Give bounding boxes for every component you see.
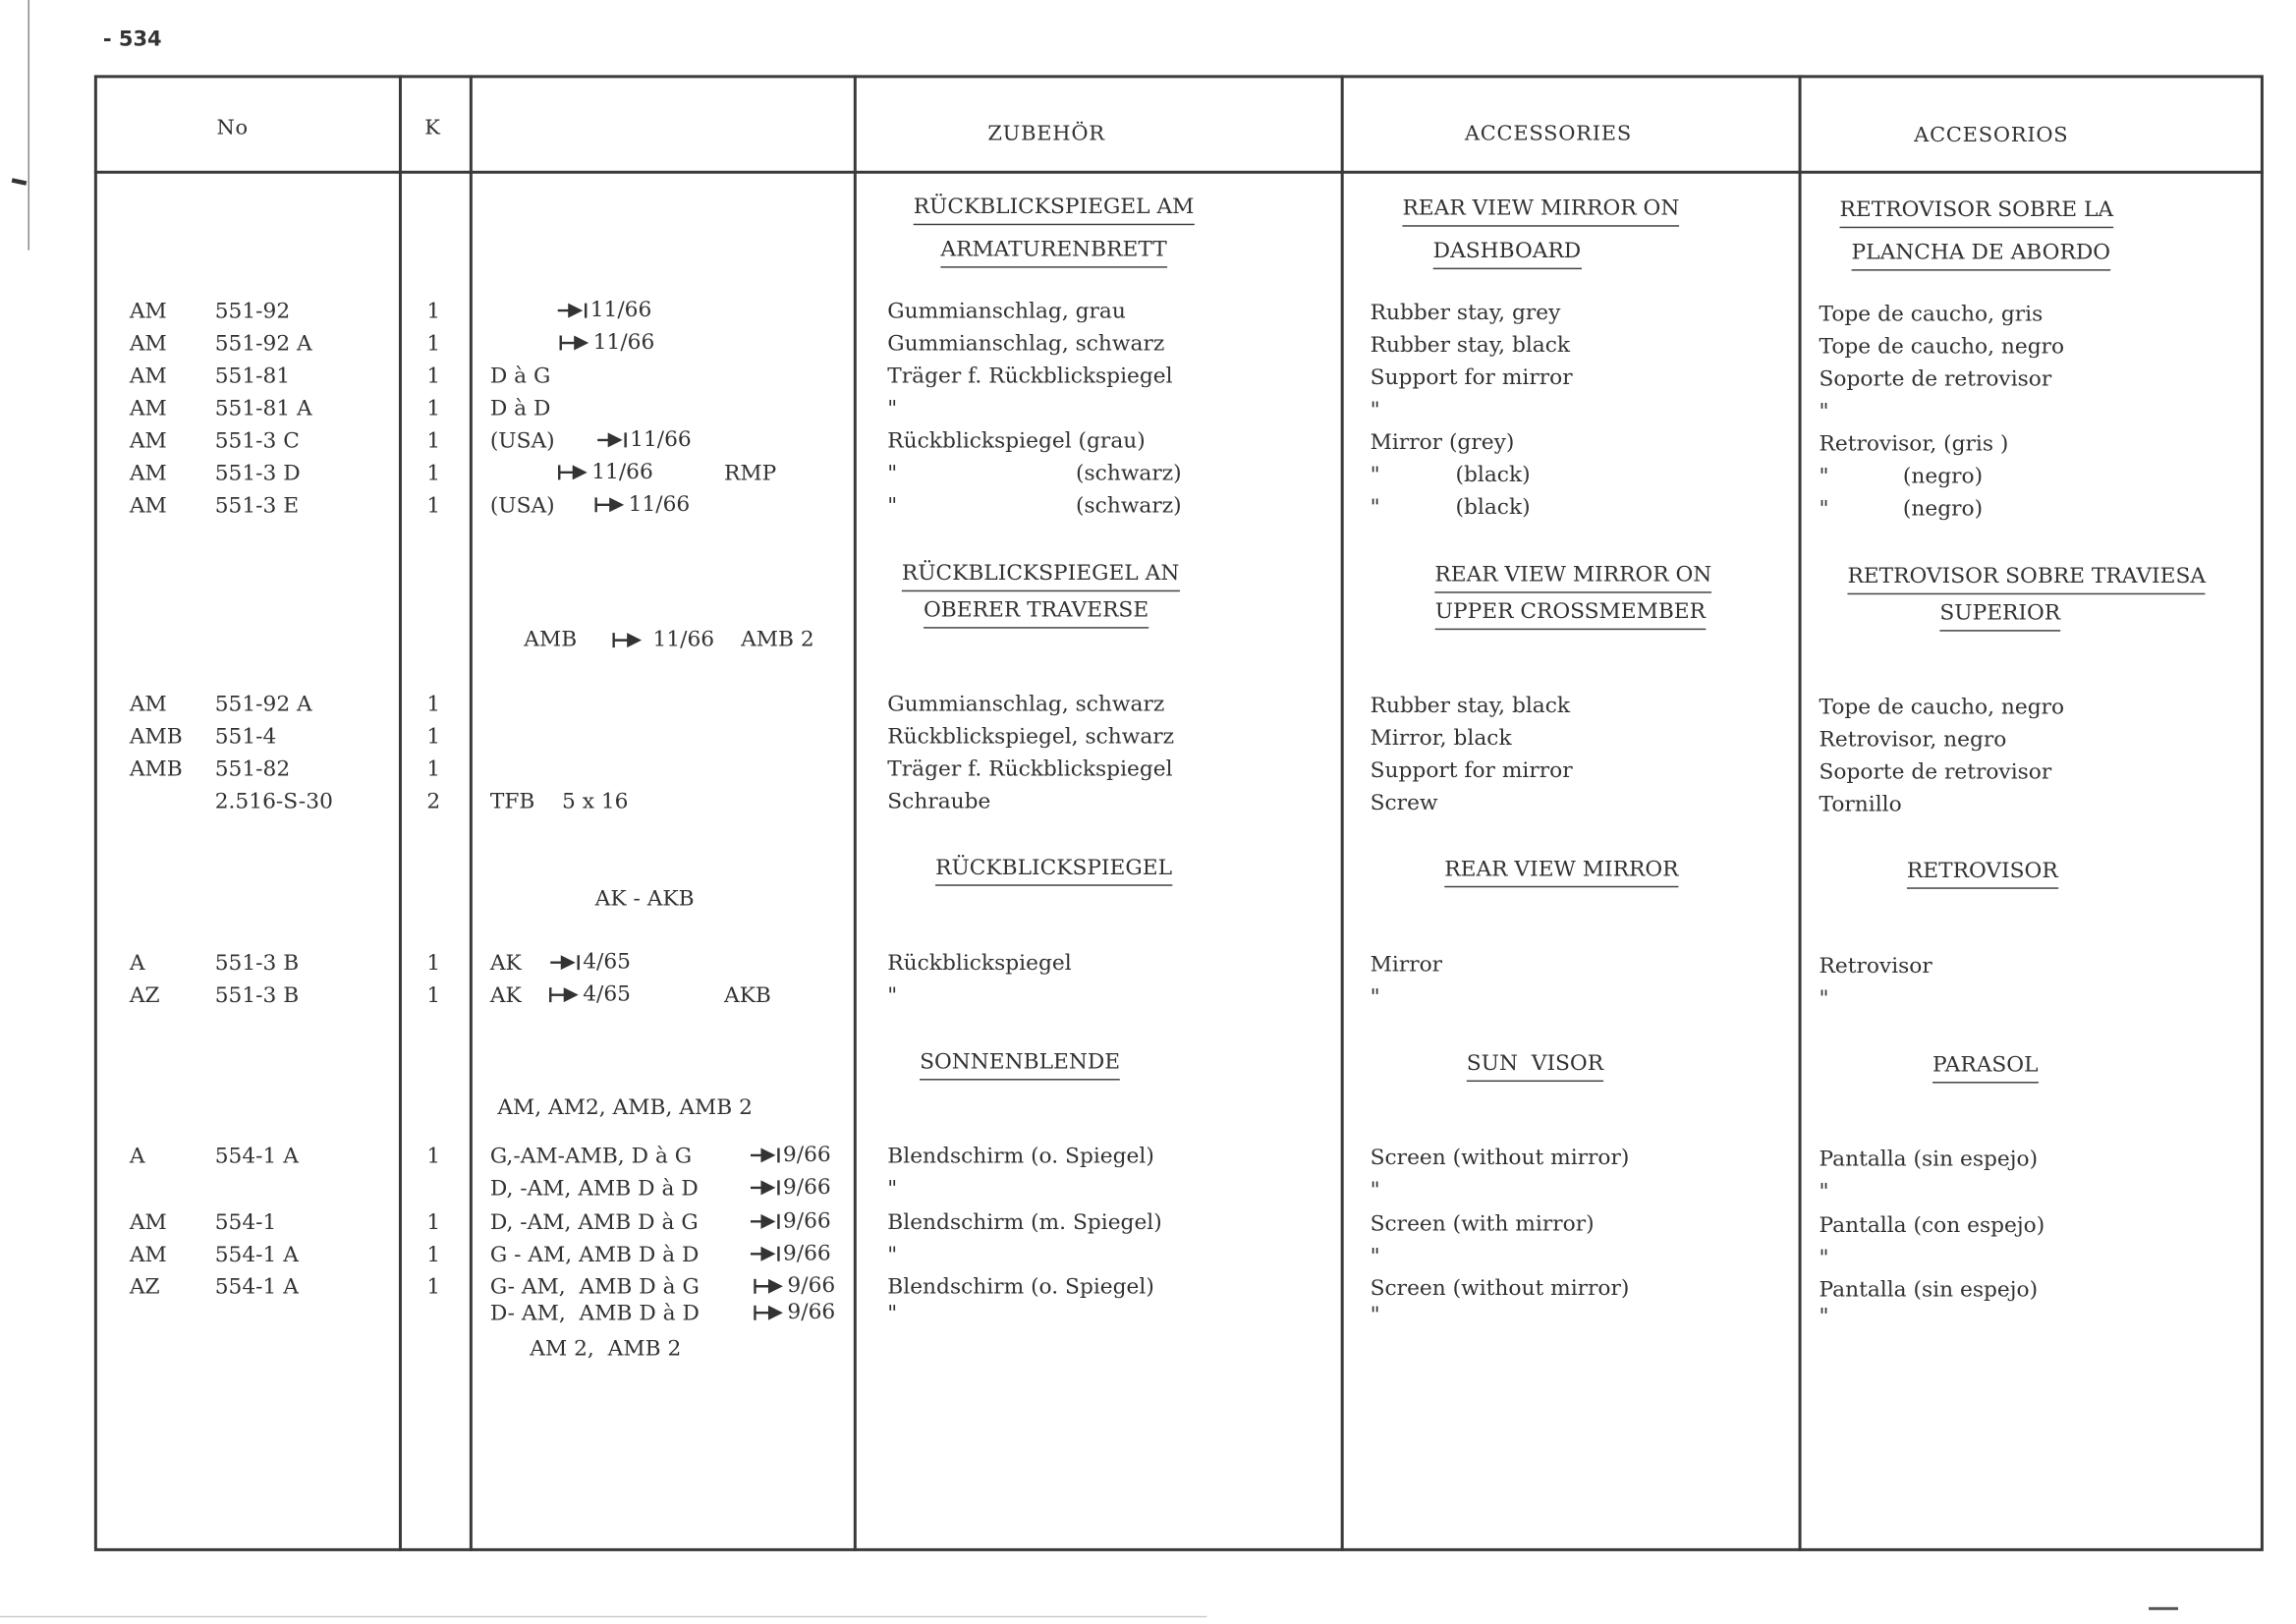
part-number: 554-1 xyxy=(214,1210,277,1235)
until-date-arrow-icon xyxy=(749,1179,781,1197)
part-prefix: AM xyxy=(129,332,167,357)
validity-date xyxy=(749,1145,830,1166)
part-number: 554-1 A xyxy=(214,1243,299,1267)
part-prefix: AM xyxy=(129,1210,167,1235)
description-en: Rubber stay, black xyxy=(1370,695,1571,719)
part-number: 551-3 B xyxy=(214,952,300,977)
column-divider-k xyxy=(470,75,473,1550)
description-en: Screen (with mirror) xyxy=(1370,1212,1595,1237)
part-number: 551-82 xyxy=(214,757,291,782)
part-prefix: AM xyxy=(129,300,167,324)
description-es-colour: (negro) xyxy=(1902,497,1984,522)
description-en: Mirror (grey) xyxy=(1370,430,1515,455)
description-es: " xyxy=(1819,1305,1829,1329)
section-heading-es: SUPERIOR xyxy=(1939,603,2060,631)
validity-date xyxy=(556,301,651,322)
description-en: " xyxy=(1370,463,1380,487)
date-text: 4/65 xyxy=(583,950,631,975)
description-de: Rückblickspiegel, schwarz xyxy=(887,725,1175,750)
parts-table-frame xyxy=(94,75,2264,1550)
section-heading-de: RÜCKBLICKSPIEGEL xyxy=(935,858,1172,885)
quantity: 1 xyxy=(426,364,441,389)
description-en: " xyxy=(1370,985,1380,1010)
description-en: " xyxy=(1370,495,1380,520)
quantity: 1 xyxy=(426,1275,441,1300)
header-divider xyxy=(94,171,2264,174)
section-heading-en: REAR VIEW MIRROR ON xyxy=(1434,565,1711,592)
section-heading-en: UPPER CROSSMEMBER xyxy=(1435,602,1706,630)
applicability-remark: D à D xyxy=(489,397,551,421)
part-number: 551-3 E xyxy=(214,494,300,519)
part-prefix: AM xyxy=(129,462,167,486)
quantity: 1 xyxy=(426,397,441,421)
quantity: 1 xyxy=(426,757,441,782)
section-heading-en: SUN VISOR xyxy=(1467,1054,1603,1082)
date-text: 11/66 xyxy=(592,331,655,356)
section-heading-en: REAR VIEW MIRROR ON xyxy=(1402,198,1679,226)
section-heading-en: REAR VIEW MIRROR xyxy=(1444,860,1678,887)
description-es: Retrovisor, negro xyxy=(1819,728,2007,753)
description-en-colour: (black) xyxy=(1455,463,1531,487)
date-text: 9/66 xyxy=(787,1301,836,1325)
quantity: 1 xyxy=(426,429,441,454)
description-en: Rubber stay, grey xyxy=(1370,302,1561,326)
part-number: 551-3 B xyxy=(214,984,300,1009)
description-es: " xyxy=(1819,497,1829,522)
description-es: Pantalla (con espejo) xyxy=(1819,1213,2045,1238)
description-de: " xyxy=(887,494,898,519)
quantity: 1 xyxy=(426,693,441,717)
date-text: 4/65 xyxy=(583,982,631,1007)
description-es: Pantalla (sin espejo) xyxy=(1819,1148,2039,1172)
section-heading-de: OBERER TRAVERSE xyxy=(924,600,1148,628)
description-de: Blendschirm (o. Spiegel) xyxy=(887,1145,1154,1169)
description-es: Tornillo xyxy=(1819,793,1902,817)
part-number: 2.516-S-30 xyxy=(214,790,333,814)
part-number: 554-1 A xyxy=(214,1145,299,1169)
description-de: Gummianschlag, schwarz xyxy=(887,332,1165,357)
validity-date xyxy=(754,1276,835,1298)
description-en: " xyxy=(1370,1245,1380,1269)
from-date-arrow-icon xyxy=(612,632,644,649)
column-divider-no xyxy=(399,75,402,1550)
description-de: Gummianschlag, grau xyxy=(887,300,1126,324)
part-prefix: AZ xyxy=(129,1275,160,1300)
description-en: Screen (without mirror) xyxy=(1370,1277,1630,1302)
date-text: 9/66 xyxy=(782,1175,831,1200)
applicability-model: AM, AM2, AMB, AMB 2 xyxy=(497,1096,753,1120)
applicability-remark: AK xyxy=(489,984,522,1009)
date-text: 11/66 xyxy=(589,299,652,323)
validity-date xyxy=(596,429,692,451)
applicability-remark: AKB xyxy=(724,984,771,1009)
date-text: 11/66 xyxy=(630,427,692,452)
part-number: 551-92 A xyxy=(214,332,312,357)
description-es: " xyxy=(1819,1180,1829,1204)
description-en-colour: (black) xyxy=(1455,495,1531,520)
column-divider-en xyxy=(1799,75,1802,1550)
description-en: Mirror, black xyxy=(1370,727,1512,751)
footer-mark xyxy=(2149,1607,2178,1610)
description-de-colour: (schwarz) xyxy=(1076,462,1182,486)
quantity: 1 xyxy=(426,952,441,977)
part-prefix: AM xyxy=(129,1243,167,1267)
section-heading-es: RETROVISOR SOBRE LA xyxy=(1840,200,2114,228)
validity-date xyxy=(749,1244,830,1265)
description-de: " xyxy=(887,462,898,486)
quantity: 1 xyxy=(426,300,441,324)
part-prefix: AMB xyxy=(129,725,183,750)
description-de: Schraube xyxy=(887,790,991,814)
description-de-colour: (schwarz) xyxy=(1076,494,1182,519)
from-date-arrow-icon xyxy=(549,986,582,1004)
part-prefix: AM xyxy=(129,494,167,519)
from-date-arrow-icon xyxy=(594,496,627,514)
part-prefix: A xyxy=(129,952,145,977)
description-en: Mirror xyxy=(1370,953,1443,978)
validity-date xyxy=(754,1303,835,1324)
column-header-accessories: ACCESSORIES xyxy=(1464,122,1632,146)
description-en: Screw xyxy=(1370,791,1438,815)
description-de: Rückblickspiegel xyxy=(887,952,1072,977)
applicability-model: AK - AKB xyxy=(594,887,695,912)
description-es: Tope de caucho, gris xyxy=(1819,303,2044,327)
until-date-arrow-icon xyxy=(549,954,582,972)
column-header-accesorios: ACCESORIOS xyxy=(1914,123,2069,147)
applicability-remark: G,-AM-AMB, D à G xyxy=(489,1145,693,1169)
description-es: " xyxy=(1819,987,1829,1012)
part-number: 551-3 D xyxy=(214,462,301,486)
description-de: Rückblickspiegel (grau) xyxy=(887,429,1146,454)
validity-date xyxy=(558,462,653,483)
applicability-remark: G- AM, AMB D à G xyxy=(489,1275,700,1300)
part-number: 551-81 A xyxy=(214,397,312,421)
description-es-colour: (negro) xyxy=(1902,465,1984,489)
description-es: Soporte de retrovisor xyxy=(1819,760,2052,785)
column-header-no: No xyxy=(216,116,249,140)
from-date-arrow-icon xyxy=(754,1304,786,1321)
quantity: 2 xyxy=(426,790,441,814)
part-number: 554-1 A xyxy=(214,1275,299,1300)
validity-date xyxy=(549,952,631,974)
section-heading-es: RETROVISOR xyxy=(1907,861,2058,888)
date-text: 9/66 xyxy=(787,1274,836,1299)
column-header-k: K xyxy=(424,116,441,140)
applicability-remark: (USA) xyxy=(489,429,555,454)
date-text: 9/66 xyxy=(782,1242,831,1266)
part-number: 551-92 A xyxy=(214,693,312,717)
description-en: Support for mirror xyxy=(1370,758,1573,783)
from-date-arrow-icon xyxy=(559,334,591,352)
date-text: 11/66 xyxy=(591,460,653,484)
until-date-arrow-icon xyxy=(556,302,588,319)
from-date-arrow-icon xyxy=(754,1277,786,1295)
until-date-arrow-icon xyxy=(749,1147,781,1164)
part-number: 551-3 C xyxy=(214,429,300,454)
description-en: " xyxy=(1370,398,1380,422)
section-heading-de: SONNENBLENDE xyxy=(920,1052,1120,1080)
quantity: 1 xyxy=(426,725,441,750)
quantity: 1 xyxy=(426,462,441,486)
date-text: 11/66 xyxy=(628,492,691,517)
applicability-remark: D- AM, AMB D à D xyxy=(489,1302,700,1326)
description-en: Support for mirror xyxy=(1370,366,1573,390)
validity-date xyxy=(549,984,631,1006)
part-number: 551-92 xyxy=(214,300,291,324)
quantity: 1 xyxy=(426,1145,441,1169)
description-de: " xyxy=(887,397,898,421)
applicability-model: AMB 11/66 AMB 2 xyxy=(524,628,814,652)
scan-edge xyxy=(0,1616,1206,1617)
description-de: " xyxy=(887,984,898,1009)
margin-mark xyxy=(12,178,28,186)
description-en: Screen (without mirror) xyxy=(1370,1146,1630,1170)
description-de: Blendschirm (o. Spiegel) xyxy=(887,1275,1154,1300)
section-heading-es: RETROVISOR SOBRE TRAVIESA xyxy=(1847,567,2206,594)
section-heading-de: RÜCKBLICKSPIEGEL AM xyxy=(914,197,1195,225)
applicability-remark: D, -AM, AMB D à D xyxy=(489,1177,699,1202)
until-date-arrow-icon xyxy=(749,1212,781,1230)
quantity: 1 xyxy=(426,332,441,357)
applicability-remark: TFB 5 x 16 xyxy=(489,790,629,814)
description-es: " xyxy=(1819,400,1829,424)
description-en: Rubber stay, black xyxy=(1370,334,1571,359)
applicability-remark: (USA) xyxy=(489,494,555,519)
part-number: 551-4 xyxy=(214,725,277,750)
validity-date xyxy=(559,333,654,355)
part-prefix: AZ xyxy=(129,984,160,1009)
part-prefix: A xyxy=(129,1145,145,1169)
part-prefix: AM xyxy=(129,429,167,454)
section-heading-es: PARASOL xyxy=(1932,1055,2038,1083)
applicability-remark: RMP xyxy=(724,462,777,486)
description-es: Retrovisor, (gris ) xyxy=(1819,432,2009,457)
part-prefix: AM xyxy=(129,397,167,421)
description-de: Blendschirm (m. Spiegel) xyxy=(887,1210,1162,1235)
quantity: 1 xyxy=(426,1243,441,1267)
column-divider-remarks xyxy=(854,75,857,1550)
until-date-arrow-icon xyxy=(596,431,629,449)
description-de: " xyxy=(887,1177,898,1202)
date-text: 9/66 xyxy=(782,1209,831,1234)
description-de: " xyxy=(887,1243,898,1267)
from-date-arrow-icon xyxy=(558,464,590,481)
description-es: Retrovisor xyxy=(1819,955,1932,980)
description-es: Tope de caucho, negro xyxy=(1819,335,2065,360)
description-en: " xyxy=(1370,1178,1380,1203)
column-header-zubehor: ZUBEHÖR xyxy=(987,122,1105,146)
applicability-remark: G - AM, AMB D à D xyxy=(489,1243,700,1267)
column-divider-de xyxy=(1341,75,1344,1550)
quantity: 1 xyxy=(426,494,441,519)
validity-date xyxy=(749,1177,830,1199)
description-es: Tope de caucho, negro xyxy=(1819,696,2065,720)
page-number: - 534 xyxy=(102,28,162,52)
section-heading-es: PLANCHA DE ABORDO xyxy=(1852,243,2111,270)
section-heading-de: ARMATURENBRETT xyxy=(940,240,1166,267)
section-heading-en: DASHBOARD xyxy=(1433,242,1582,269)
applicability-model: AM 2, AMB 2 xyxy=(530,1337,682,1362)
until-date-arrow-icon xyxy=(749,1245,781,1262)
validity-date xyxy=(594,494,690,516)
quantity: 1 xyxy=(426,1210,441,1235)
description-es: Soporte de retrovisor xyxy=(1819,367,2052,392)
quantity: 1 xyxy=(426,984,441,1009)
description-es: " xyxy=(1819,465,1829,489)
part-prefix: AM xyxy=(129,693,167,717)
part-prefix: AM xyxy=(129,364,167,389)
description-de: Träger f. Rückblickspiegel xyxy=(887,757,1173,782)
description-de: Träger f. Rückblickspiegel xyxy=(887,364,1173,389)
description-en: " xyxy=(1370,1304,1380,1328)
description-es: Pantalla (sin espejo) xyxy=(1819,1278,2039,1303)
part-number: 551-81 xyxy=(214,364,291,389)
date-text: 9/66 xyxy=(782,1143,831,1167)
part-prefix: AMB xyxy=(129,757,183,782)
applicability-remark: D, -AM, AMB D à G xyxy=(489,1210,699,1235)
description-de: " xyxy=(887,1302,898,1326)
applicability-remark: D à G xyxy=(489,364,551,389)
section-heading-de: RÜCKBLICKSPIEGEL AN xyxy=(902,564,1179,591)
description-es: " xyxy=(1819,1246,1829,1270)
applicability-remark: AK xyxy=(489,952,522,977)
description-de: Gummianschlag, schwarz xyxy=(887,693,1165,717)
validity-date xyxy=(749,1211,830,1233)
